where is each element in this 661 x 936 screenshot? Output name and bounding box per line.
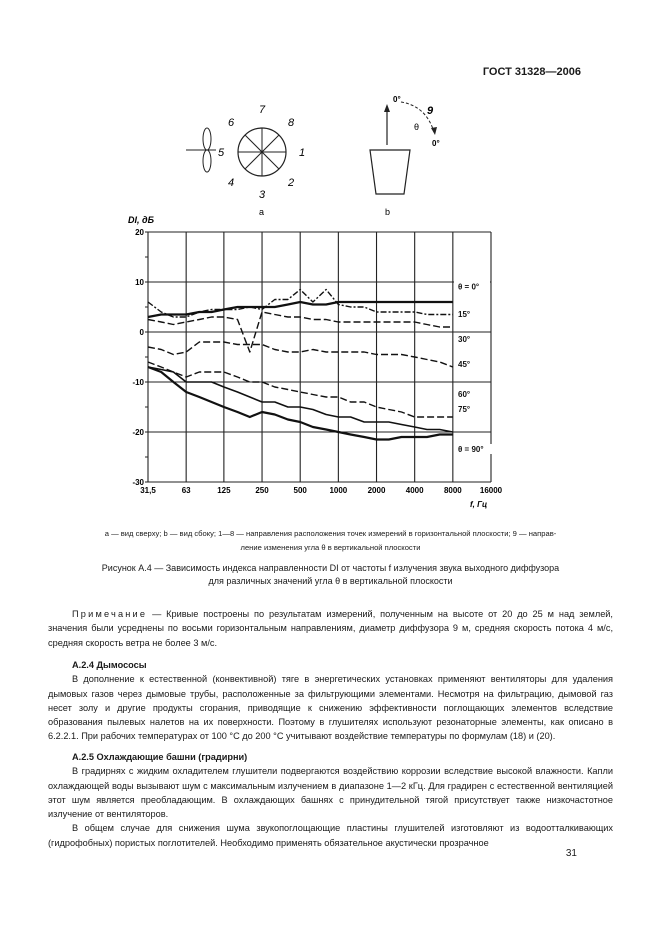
x-tick-label: 8000 bbox=[443, 486, 462, 495]
x-tick-label: 16000 bbox=[479, 486, 503, 495]
legend-line: а — вид сверху; b — вид сбоку; 1—8 — направления расположения точек измерений в горизонтальной плоскости; 9 — направ- bbox=[104, 529, 557, 538]
note-label: Примечание bbox=[72, 609, 148, 619]
arrow-up-icon bbox=[384, 104, 390, 112]
direction-label: 7 bbox=[259, 104, 266, 116]
series-label: θ = 0° bbox=[458, 282, 480, 292]
caption-line: для различных значений угла θ в вертикальной плоскости bbox=[208, 576, 453, 586]
arrow-curve-icon bbox=[431, 127, 437, 135]
diffuser-side-shape bbox=[370, 150, 410, 194]
page-number: 31 bbox=[565, 848, 577, 859]
angle-90-label: 0° bbox=[432, 139, 440, 148]
x-tick-label: 4000 bbox=[405, 486, 424, 495]
y-tick-label: 0 bbox=[139, 328, 144, 337]
direction-label: 3 bbox=[259, 189, 266, 201]
x-tick-label: 500 bbox=[293, 486, 307, 495]
note-block bbox=[48, 607, 613, 650]
section-a25 bbox=[48, 750, 613, 850]
figure-caption bbox=[58, 562, 603, 588]
x-axis-label: f, Гц bbox=[470, 500, 488, 509]
direction-label: 2 bbox=[288, 177, 295, 189]
direction-9-label: 9 bbox=[427, 105, 434, 117]
y-tick-label: -10 bbox=[132, 378, 144, 387]
direction-label: 5 bbox=[218, 147, 225, 159]
x-tick-label: 2000 bbox=[367, 486, 386, 495]
x-tick-label: 1000 bbox=[329, 486, 348, 495]
x-tick-label: 31,5 bbox=[140, 486, 156, 495]
angle-0-label: 0° bbox=[393, 95, 401, 104]
series-label: 45° bbox=[458, 360, 471, 369]
schema-top-view bbox=[180, 95, 330, 220]
theta-label: θ bbox=[414, 122, 420, 132]
x-tick-label: 250 bbox=[255, 486, 269, 495]
y-tick-label: 20 bbox=[135, 228, 144, 237]
y-tick-label: 10 bbox=[135, 278, 144, 287]
series-label: 60° bbox=[458, 390, 471, 399]
note-text: — Кривые построены по результатам измерений, полученным на высоте от 20 до 25 м над землей, значения были усреднены по восьми горизонтальным направлениям, диаметр диффузора 9 м, средняя скорость потока 4 м/с, средняя скорость ветра не более 3 м/с. bbox=[48, 609, 613, 648]
section-paragraph: В градирнях с жидким охладителем глушители подвергаются воздействию коррозии вследствие высокой влажности. Капли охлаждающей воды вызывают шум с максимальным излучением в диапазоне 1—2 кГц. Для градирен с естественной вентиляцией этот шум является преобладающим. В охлаждающих башнях с принудительной тягой присутствует также низкочастотное излучение от вентиляторов. bbox=[48, 766, 613, 820]
direction-label: 4 bbox=[228, 177, 235, 189]
direction-label: 6 bbox=[228, 117, 235, 129]
series-label: 30° bbox=[458, 335, 471, 344]
schema-a-label: а bbox=[259, 207, 265, 217]
schema-side-view bbox=[360, 90, 460, 218]
fan-blade-icon bbox=[203, 128, 211, 150]
section-paragraph: В дополнение к естественной (конвективной) тяге в энергетических установках применяют вентиляторы для удаления дымовых газов через дымовые трубы, расположенные за фильтрующими элементами. Несмотря на фильтрацию, дымовой газ несет золу и другие продукты сгорания, приводящие к снижению эффективности поглощающих элементов вследствие образования пылевых налетов на их поверхности. Поэтому в глушителях используют резонаторные элементы, как описано в 6.2.2.1. При рабочих температурах от 100 °С до 200 °С учитывают воздействие температуры по формулам (18) и (20). bbox=[48, 674, 613, 742]
direction-label: 1 bbox=[299, 147, 306, 159]
series-label: θ = 90° bbox=[458, 445, 484, 454]
schema-b-label: b bbox=[385, 207, 391, 217]
y-tick-label: -20 bbox=[132, 428, 144, 437]
figure-legend bbox=[48, 527, 613, 555]
y-tick-label: -30 bbox=[132, 478, 144, 487]
x-tick-label: 125 bbox=[217, 486, 231, 495]
caption-line: Рисунок А.4 — Зависимость индекса направленности DI от частоты f излучения звука выходного диффузора bbox=[101, 563, 560, 573]
section-heading: А.2.4 Дымососы bbox=[72, 660, 147, 670]
standard-header: ГОСТ 31328—2006 bbox=[482, 66, 581, 78]
y-axis-label: DI, дБ bbox=[128, 215, 154, 225]
section-heading: А.2.5 Охлаждающие башни (градирни) bbox=[72, 752, 248, 762]
section-a24 bbox=[48, 658, 613, 744]
direction-label: 8 bbox=[288, 117, 295, 129]
legend-line: ление изменения угла θ в вертикальной плоскости bbox=[240, 543, 421, 552]
series-label: 15° bbox=[458, 310, 471, 319]
series-label: 75° bbox=[458, 405, 471, 414]
directivity-chart bbox=[100, 208, 530, 516]
section-paragraph: В общем случае для снижения шума звукопоглощающие пластины глушителей изготовляют из водоотталкивающих (гидрофобных) пористых поглотителей. Необходимо применять обязательное акустически прозрачное bbox=[48, 823, 613, 848]
x-tick-label: 63 bbox=[181, 486, 191, 495]
